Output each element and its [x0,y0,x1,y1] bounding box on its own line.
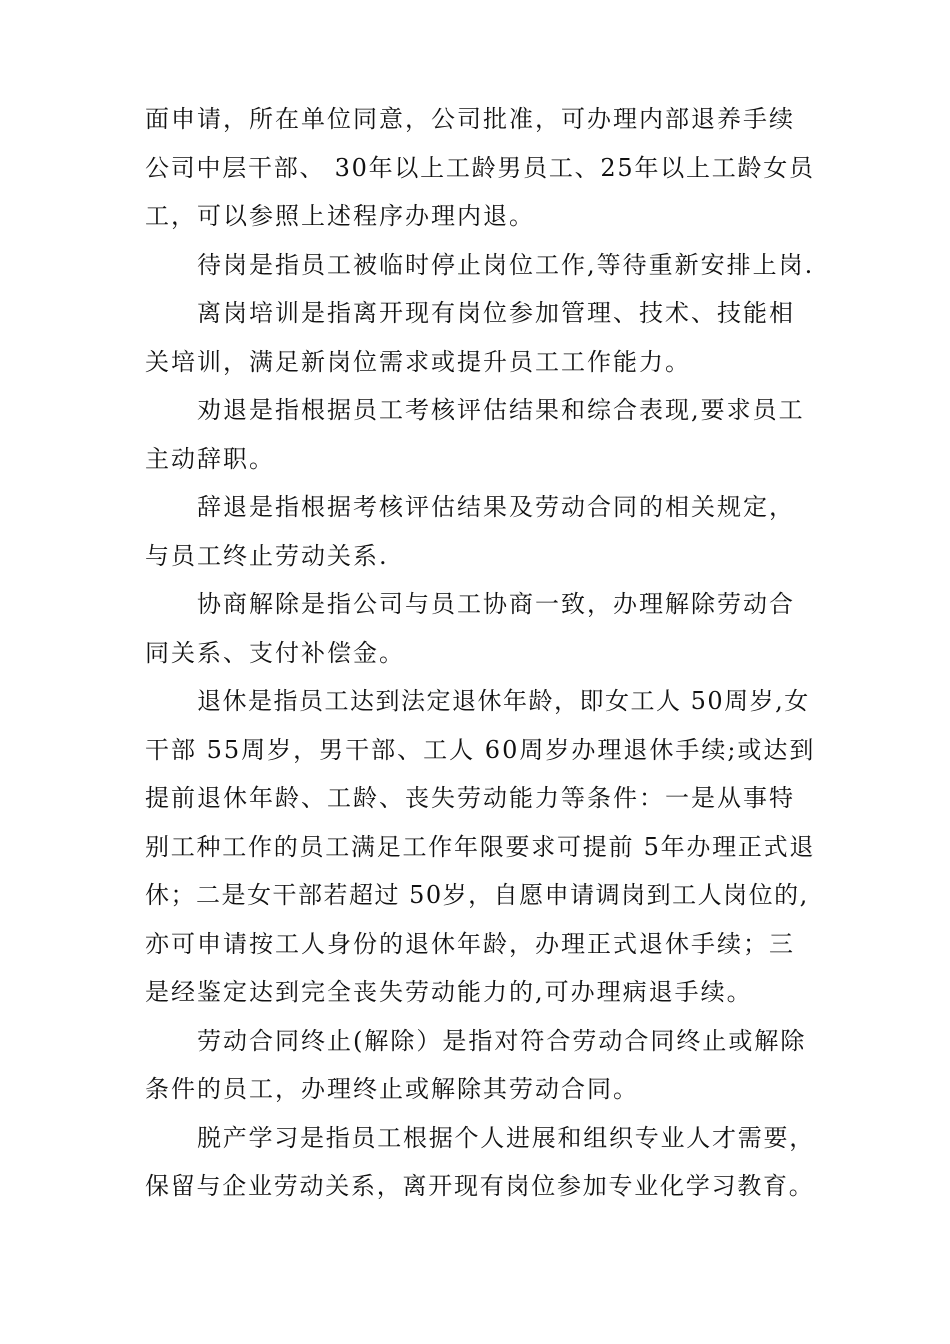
text-line: 与员工终止劳动关系. [145,541,389,570]
text-line: 保留与企业劳动关系，离开现有岗位参加专业化学习教育。 [145,1172,815,1200]
text-line: 是经鉴定达到完全丧失劳动能力的,可办理病退手续。 [145,978,753,1006]
text-line: 提前退休年龄、工龄、丧失劳动能力等条件：一是从事特 [145,784,795,812]
text-line: 退休是指员工达到法定退休年龄，即女工人 50周岁,女 [197,687,810,715]
text-line: 待岗是指员工被临时停止岗位工作,等待重新安排上岗. [197,250,815,279]
text-line: 干部 55周岁，男干部、工人 60周岁办理退休手续;或达到 [145,735,816,764]
text-line: 条件的员工，办理终止或解除其劳动合同。 [145,1075,639,1103]
text-line: 面申请，所在单位同意，公司批准，可办理内部退养手续 [145,105,795,133]
text-line: 协商解除是指公司与员工协商一致，办理解除劳动合 [197,590,795,618]
text-line: 休；二是女干部若超过 50岁，自愿申请调岗到工人岗位的, [145,881,809,909]
text-line: 离岗培训是指离开现有岗位参加管理、技术、技能相 [197,299,795,327]
text-line: 关培训，满足新岗位需求或提升员工工作能力。 [145,347,691,376]
text-line: 同关系、支付补偿金。 [145,638,405,667]
text-line: 别工种工作的员工满足工作年限要求可提前 5年办理正式退 [145,832,816,861]
text-line: 脱产学习是指员工根据个人进展和组织专业人才需要， [197,1123,815,1152]
text-line: 公司中层干部、 30年以上工龄男员工、25年以上工龄女员 [145,153,815,182]
text-line: 劝退是指根据员工考核评估结果和综合表现,要求员工 [197,396,805,424]
text-line: 主动辞职。 [145,444,275,473]
document-body [145,95,815,1211]
text-line: 亦可申请按工人身份的退休年龄，办理正式退休手续；三 [145,929,795,958]
text-line: 辞退是指根据考核评估结果及劳动合同的相关规定， [197,493,795,521]
text-line: 劳动合同终止(解除）是指对符合劳动合同终止或解除 [197,1026,807,1055]
text-line: 工，可以参照上述程序办理内退。 [145,202,535,230]
